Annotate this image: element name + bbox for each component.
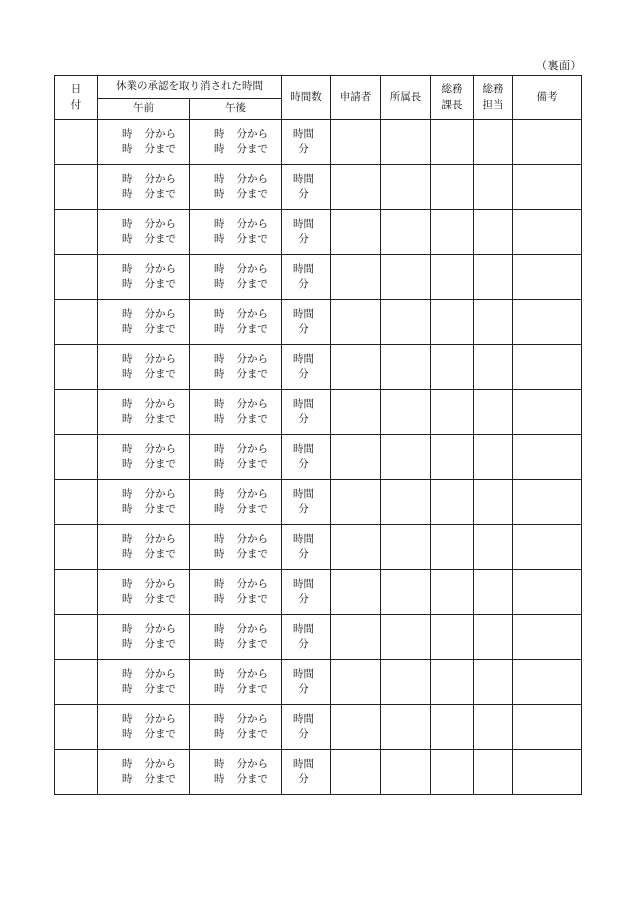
applicant-cell[interactable] bbox=[331, 750, 381, 795]
pm-header: 午後 bbox=[190, 99, 282, 120]
hours-cell[interactable]: 時間 分 bbox=[282, 435, 331, 480]
ga-staff-cell[interactable] bbox=[474, 390, 513, 435]
pm-time-cell[interactable]: 時 分から 時 分まで bbox=[190, 705, 282, 750]
hours-cell[interactable]: 時間 分 bbox=[282, 705, 331, 750]
ga-manager-cell[interactable] bbox=[431, 300, 474, 345]
table-row bbox=[55, 615, 582, 660]
hours-cell[interactable]: 時間 分 bbox=[282, 750, 331, 795]
remarks-cell[interactable] bbox=[513, 435, 582, 480]
pm-time-cell[interactable]: 時 分から 時 分まで bbox=[190, 390, 282, 435]
date-cell[interactable] bbox=[55, 615, 98, 660]
hours-cell[interactable]: 時間 分 bbox=[282, 390, 331, 435]
pm-time-cell[interactable]: 時 分から 時 分まで bbox=[190, 165, 282, 210]
date-cell[interactable] bbox=[55, 660, 98, 705]
dept-head-cell[interactable] bbox=[381, 345, 431, 390]
ga-manager-cell[interactable] bbox=[431, 255, 474, 300]
date-cell[interactable] bbox=[55, 165, 98, 210]
am-header: 午前 bbox=[98, 99, 190, 120]
table-row bbox=[55, 345, 582, 390]
ga-staff-cell[interactable] bbox=[474, 300, 513, 345]
hours-cell[interactable]: 時間 分 bbox=[282, 210, 331, 255]
dept-head-cell[interactable] bbox=[381, 480, 431, 525]
pm-time-cell[interactable]: 時 分から 時 分まで bbox=[190, 255, 282, 300]
applicant-cell[interactable] bbox=[331, 615, 381, 660]
ga-staff-cell[interactable] bbox=[474, 480, 513, 525]
ga-manager-cell[interactable] bbox=[431, 615, 474, 660]
ga-staff-cell[interactable] bbox=[474, 345, 513, 390]
ga-manager-cell[interactable] bbox=[431, 390, 474, 435]
remarks-cell[interactable] bbox=[513, 750, 582, 795]
pm-time-cell[interactable]: 時 分から 時 分まで bbox=[190, 660, 282, 705]
cancelled-time-header: 休業の承認を取り消された時間 bbox=[98, 76, 282, 99]
table-row bbox=[55, 750, 582, 795]
hours-cell[interactable]: 時間 分 bbox=[282, 120, 331, 165]
dept-head-cell[interactable] bbox=[381, 210, 431, 255]
am-time-cell[interactable]: 時 分から 時 分まで bbox=[98, 570, 190, 615]
dept-head-cell[interactable] bbox=[381, 390, 431, 435]
dept-head-cell[interactable] bbox=[381, 660, 431, 705]
date-cell[interactable] bbox=[55, 120, 98, 165]
ga-staff-cell[interactable] bbox=[474, 435, 513, 480]
hours-header: 時間数 bbox=[282, 76, 331, 120]
ga-staff-header: 総務 担当 bbox=[474, 76, 513, 120]
date-cell[interactable] bbox=[55, 435, 98, 480]
dept-head-cell[interactable] bbox=[381, 525, 431, 570]
am-time-cell[interactable]: 時 分から 時 分まで bbox=[98, 390, 190, 435]
hours-cell[interactable]: 時間 分 bbox=[282, 660, 331, 705]
pm-time-cell[interactable]: 時 分から 時 分まで bbox=[190, 300, 282, 345]
dept-head-cell[interactable] bbox=[381, 120, 431, 165]
am-time-cell[interactable]: 時 分から 時 分まで bbox=[98, 345, 190, 390]
pm-time-cell[interactable]: 時 分から 時 分まで bbox=[190, 435, 282, 480]
ga-manager-cell[interactable] bbox=[431, 165, 474, 210]
remarks-cell[interactable] bbox=[513, 300, 582, 345]
applicant-cell[interactable] bbox=[331, 435, 381, 480]
remarks-cell[interactable] bbox=[513, 615, 582, 660]
remarks-cell[interactable] bbox=[513, 255, 582, 300]
applicant-cell[interactable] bbox=[331, 120, 381, 165]
am-time-cell[interactable]: 時 分から 時 分まで bbox=[98, 615, 190, 660]
applicant-header: 申請者 bbox=[331, 76, 381, 120]
am-time-cell[interactable]: 時 分から 時 分まで bbox=[98, 300, 190, 345]
page-side-label: （裏面） bbox=[536, 59, 582, 72]
remarks-header: 備考 bbox=[513, 76, 582, 120]
remarks-cell[interactable] bbox=[513, 210, 582, 255]
table-row bbox=[55, 570, 582, 615]
table-row bbox=[55, 300, 582, 345]
table-row bbox=[55, 480, 582, 525]
ga-staff-cell[interactable] bbox=[474, 570, 513, 615]
header-row-1 bbox=[55, 76, 582, 99]
hours-cell[interactable]: 時間 分 bbox=[282, 480, 331, 525]
date-cell[interactable] bbox=[55, 570, 98, 615]
remarks-cell[interactable] bbox=[513, 570, 582, 615]
ga-staff-cell[interactable] bbox=[474, 255, 513, 300]
remarks-cell[interactable] bbox=[513, 165, 582, 210]
ga-staff-cell[interactable] bbox=[474, 660, 513, 705]
dept-head-cell[interactable] bbox=[381, 615, 431, 660]
dept-head-cell[interactable] bbox=[381, 255, 431, 300]
ga-manager-cell[interactable] bbox=[431, 120, 474, 165]
pm-time-cell[interactable]: 時 分から 時 分まで bbox=[190, 480, 282, 525]
date-cell[interactable] bbox=[55, 210, 98, 255]
applicant-cell[interactable] bbox=[331, 660, 381, 705]
remarks-cell[interactable] bbox=[513, 390, 582, 435]
hours-cell[interactable]: 時間 分 bbox=[282, 300, 331, 345]
ga-staff-cell[interactable] bbox=[474, 525, 513, 570]
ga-manager-cell[interactable] bbox=[431, 210, 474, 255]
date-cell[interactable] bbox=[55, 750, 98, 795]
date-cell[interactable] bbox=[55, 345, 98, 390]
pm-time-cell[interactable]: 時 分から 時 分まで bbox=[190, 615, 282, 660]
am-time-cell[interactable]: 時 分から 時 分まで bbox=[98, 750, 190, 795]
ga-staff-cell[interactable] bbox=[474, 705, 513, 750]
pm-time-cell[interactable]: 時 分から 時 分まで bbox=[190, 525, 282, 570]
remarks-cell[interactable] bbox=[513, 660, 582, 705]
am-time-cell[interactable]: 時 分から 時 分まで bbox=[98, 525, 190, 570]
pm-time-cell[interactable]: 時 分から 時 分まで bbox=[190, 570, 282, 615]
dept-head-header: 所属長 bbox=[381, 76, 431, 120]
table-row bbox=[55, 255, 582, 300]
am-time-cell[interactable]: 時 分から 時 分まで bbox=[98, 255, 190, 300]
date-cell[interactable] bbox=[55, 390, 98, 435]
table-row bbox=[55, 435, 582, 480]
am-time-cell[interactable]: 時 分から 時 分まで bbox=[98, 120, 190, 165]
dept-head-cell[interactable] bbox=[381, 165, 431, 210]
remarks-cell[interactable] bbox=[513, 705, 582, 750]
ga-staff-cell[interactable] bbox=[474, 210, 513, 255]
am-time-cell[interactable]: 時 分から 時 分まで bbox=[98, 210, 190, 255]
ga-staff-cell[interactable] bbox=[474, 120, 513, 165]
pm-time-cell[interactable]: 時 分から 時 分まで bbox=[190, 750, 282, 795]
ga-manager-header: 総務 課長 bbox=[431, 76, 474, 120]
table-row bbox=[55, 210, 582, 255]
remarks-cell[interactable] bbox=[513, 525, 582, 570]
ga-manager-cell[interactable] bbox=[431, 480, 474, 525]
ga-manager-cell[interactable] bbox=[431, 660, 474, 705]
dept-head-cell[interactable] bbox=[381, 705, 431, 750]
leave-cancellation-table bbox=[54, 75, 582, 795]
ga-staff-cell[interactable] bbox=[474, 615, 513, 660]
am-time-cell[interactable]: 時 分から 時 分まで bbox=[98, 480, 190, 525]
date-header: 日 付 bbox=[55, 76, 98, 120]
hours-cell[interactable]: 時間 分 bbox=[282, 345, 331, 390]
applicant-cell[interactable] bbox=[331, 525, 381, 570]
hours-cell[interactable]: 時間 分 bbox=[282, 615, 331, 660]
table-row bbox=[55, 390, 582, 435]
remarks-cell[interactable] bbox=[513, 120, 582, 165]
pm-time-cell[interactable]: 時 分から 時 分まで bbox=[190, 210, 282, 255]
applicant-cell[interactable] bbox=[331, 705, 381, 750]
ga-manager-cell[interactable] bbox=[431, 525, 474, 570]
hours-cell[interactable]: 時間 分 bbox=[282, 525, 331, 570]
pm-time-cell[interactable]: 時 分から 時 分まで bbox=[190, 345, 282, 390]
applicant-cell[interactable] bbox=[331, 390, 381, 435]
remarks-cell[interactable] bbox=[513, 480, 582, 525]
remarks-cell[interactable] bbox=[513, 345, 582, 390]
date-cell[interactable] bbox=[55, 255, 98, 300]
ga-manager-cell[interactable] bbox=[431, 435, 474, 480]
ga-manager-cell[interactable] bbox=[431, 705, 474, 750]
hours-cell[interactable]: 時間 分 bbox=[282, 255, 331, 300]
hours-cell[interactable]: 時間 分 bbox=[282, 165, 331, 210]
table-row bbox=[55, 525, 582, 570]
am-time-cell[interactable]: 時 分から 時 分まで bbox=[98, 435, 190, 480]
ga-staff-cell[interactable] bbox=[474, 165, 513, 210]
applicant-cell[interactable] bbox=[331, 210, 381, 255]
dept-head-cell[interactable] bbox=[381, 570, 431, 615]
am-time-cell[interactable]: 時 分から 時 分まで bbox=[98, 660, 190, 705]
date-cell[interactable] bbox=[55, 480, 98, 525]
dept-head-cell[interactable] bbox=[381, 750, 431, 795]
ga-staff-cell[interactable] bbox=[474, 750, 513, 795]
table-row bbox=[55, 120, 582, 165]
applicant-cell[interactable] bbox=[331, 255, 381, 300]
ga-manager-cell[interactable] bbox=[431, 345, 474, 390]
applicant-cell[interactable] bbox=[331, 345, 381, 390]
applicant-cell[interactable] bbox=[331, 570, 381, 615]
dept-head-cell[interactable] bbox=[381, 435, 431, 480]
am-time-cell[interactable]: 時 分から 時 分まで bbox=[98, 705, 190, 750]
pm-time-cell[interactable]: 時 分から 時 分まで bbox=[190, 120, 282, 165]
date-cell[interactable] bbox=[55, 705, 98, 750]
date-cell[interactable] bbox=[55, 525, 98, 570]
applicant-cell[interactable] bbox=[331, 165, 381, 210]
ga-manager-cell[interactable] bbox=[431, 570, 474, 615]
dept-head-cell[interactable] bbox=[381, 300, 431, 345]
ga-manager-cell[interactable] bbox=[431, 750, 474, 795]
am-time-cell[interactable]: 時 分から 時 分まで bbox=[98, 165, 190, 210]
table-row bbox=[55, 660, 582, 705]
date-cell[interactable] bbox=[55, 300, 98, 345]
applicant-cell[interactable] bbox=[331, 300, 381, 345]
applicant-cell[interactable] bbox=[331, 480, 381, 525]
table-row bbox=[55, 705, 582, 750]
table-row bbox=[55, 165, 582, 210]
hours-cell[interactable]: 時間 分 bbox=[282, 570, 331, 615]
